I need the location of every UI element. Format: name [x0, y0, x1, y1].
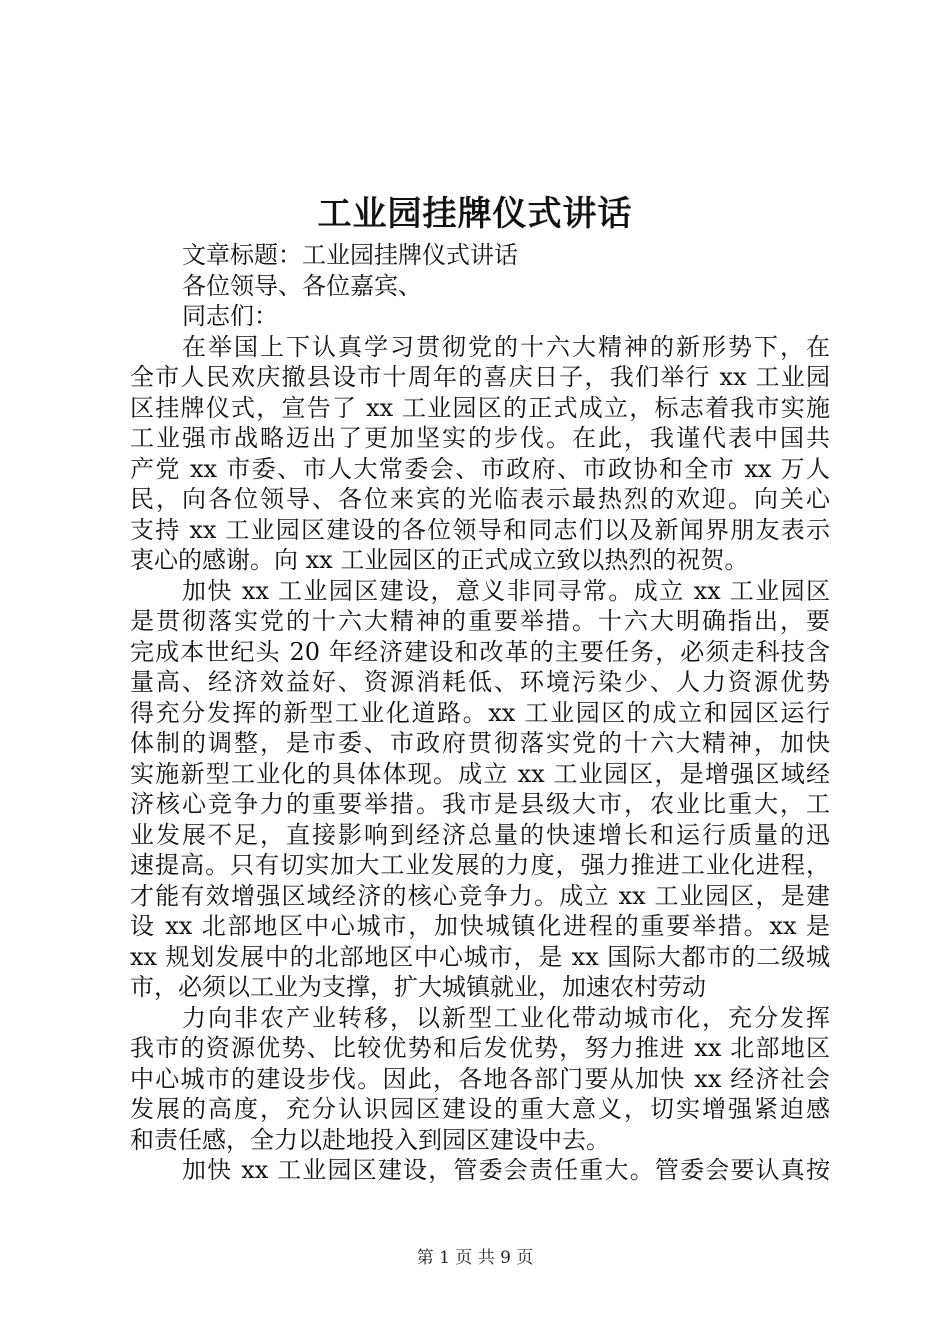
text-line: xx 规划发展中的北部地区中心城市，是 xx 国际大都市的二级城	[130, 942, 830, 971]
text-line: 支持 xx 工业园区建设的各位领导和同志们以及新闻界朋友表示	[130, 515, 830, 544]
text-line: 加快 xx 工业园区建设，管委会责任重大。管委会要认真按	[182, 1156, 830, 1184]
text-line: 市，必须以工业为支撑，扩大城镇就业，加速农村劳动	[130, 973, 706, 1001]
text-line: 区挂牌仪式，宣告了 xx 工业园区的正式成立，标志着我市实施	[130, 393, 830, 422]
text-line: 设 xx 北部地区中心城市，加快城镇化进程的重要举措。xx 是	[130, 912, 830, 940]
text-line: 各位领导、各位嘉宾、	[182, 271, 422, 300]
text-line: 实施新型工业化的具体体现。成立 xx 工业园区，是增强区域经	[130, 759, 830, 788]
text-line: 力向非农产业转移，以新型工业化带动城市化，充分发挥	[182, 1003, 830, 1032]
text-line: 中心城市的建设步伐。因此，各地各部门要从加快 xx 经济社会	[130, 1064, 830, 1093]
text-line: 工业强市战略迈出了更加坚实的步伐。在此，我谨代表中国共	[130, 424, 830, 452]
text-line: 发展的高度，充分认识园区建设的重大意义，切实增强紧迫感	[130, 1095, 830, 1123]
text-line: 是贯彻落实党的十六大精神的重要举措。十六大明确指出，要	[130, 607, 830, 635]
text-line: 速提高。只有切实加大工业发展的力度，强力推进工业化进程，	[130, 851, 830, 879]
text-line: 完成本世纪头 20 年经济建设和改革的主要任务，必须走科技含	[130, 637, 830, 666]
text-line: 济核心竞争力的重要举措。我市是县级大市，农业比重大，工	[130, 790, 830, 818]
text-line: 体制的调整，是市委、市政府贯彻落实党的十六大精神，加快	[130, 729, 830, 757]
text-line: 加快 xx 工业园区建设，意义非同寻常。成立 xx 工业园区	[182, 576, 830, 605]
document-body	[130, 240, 830, 1186]
page-footer: 第 1 页 共 9 页	[416, 1248, 534, 1268]
text-line: 同志们：	[182, 302, 278, 330]
text-line: 才能有效增强区域经济的核心竞争力。成立 xx 工业园区，是建	[130, 881, 830, 910]
text-line: 我市的资源优势、比较优势和后发优势，努力推进 xx 北部地区	[130, 1034, 830, 1062]
text-line: 在举国上下认真学习贯彻党的十六大精神的新形势下，在	[182, 332, 830, 361]
text-line: 量高、经济效益好、资源消耗低、环境污染少、人力资源优势	[130, 668, 830, 696]
document-title: 工业园挂牌仪式讲话	[317, 194, 633, 234]
text-line: 得充分发挥的新型工业化道路。xx 工业园区的成立和园区运行	[130, 698, 830, 727]
text-line: 民，向各位领导、各位来宾的光临表示最热烈的欢迎。向关心	[130, 485, 830, 513]
text-line: 业发展不足，直接影响到经济总量的快速增长和运行质量的迅	[130, 820, 830, 849]
text-line: 衷心的感谢。向 xx 工业园区的正式成立致以热烈的祝贺。	[130, 546, 749, 574]
text-line: 全市人民欢庆撤县设市十周年的喜庆日子，我们举行 xx 工业园	[130, 363, 830, 391]
text-line: 和责任感，全力以赴地投入到园区建设中去。	[130, 1125, 610, 1154]
text-line: 产党 xx 市委、市人大常委会、市政府、市政协和全市 xx 万人	[130, 454, 830, 483]
text-line: 文章标题：工业园挂牌仪式讲话	[182, 241, 518, 269]
